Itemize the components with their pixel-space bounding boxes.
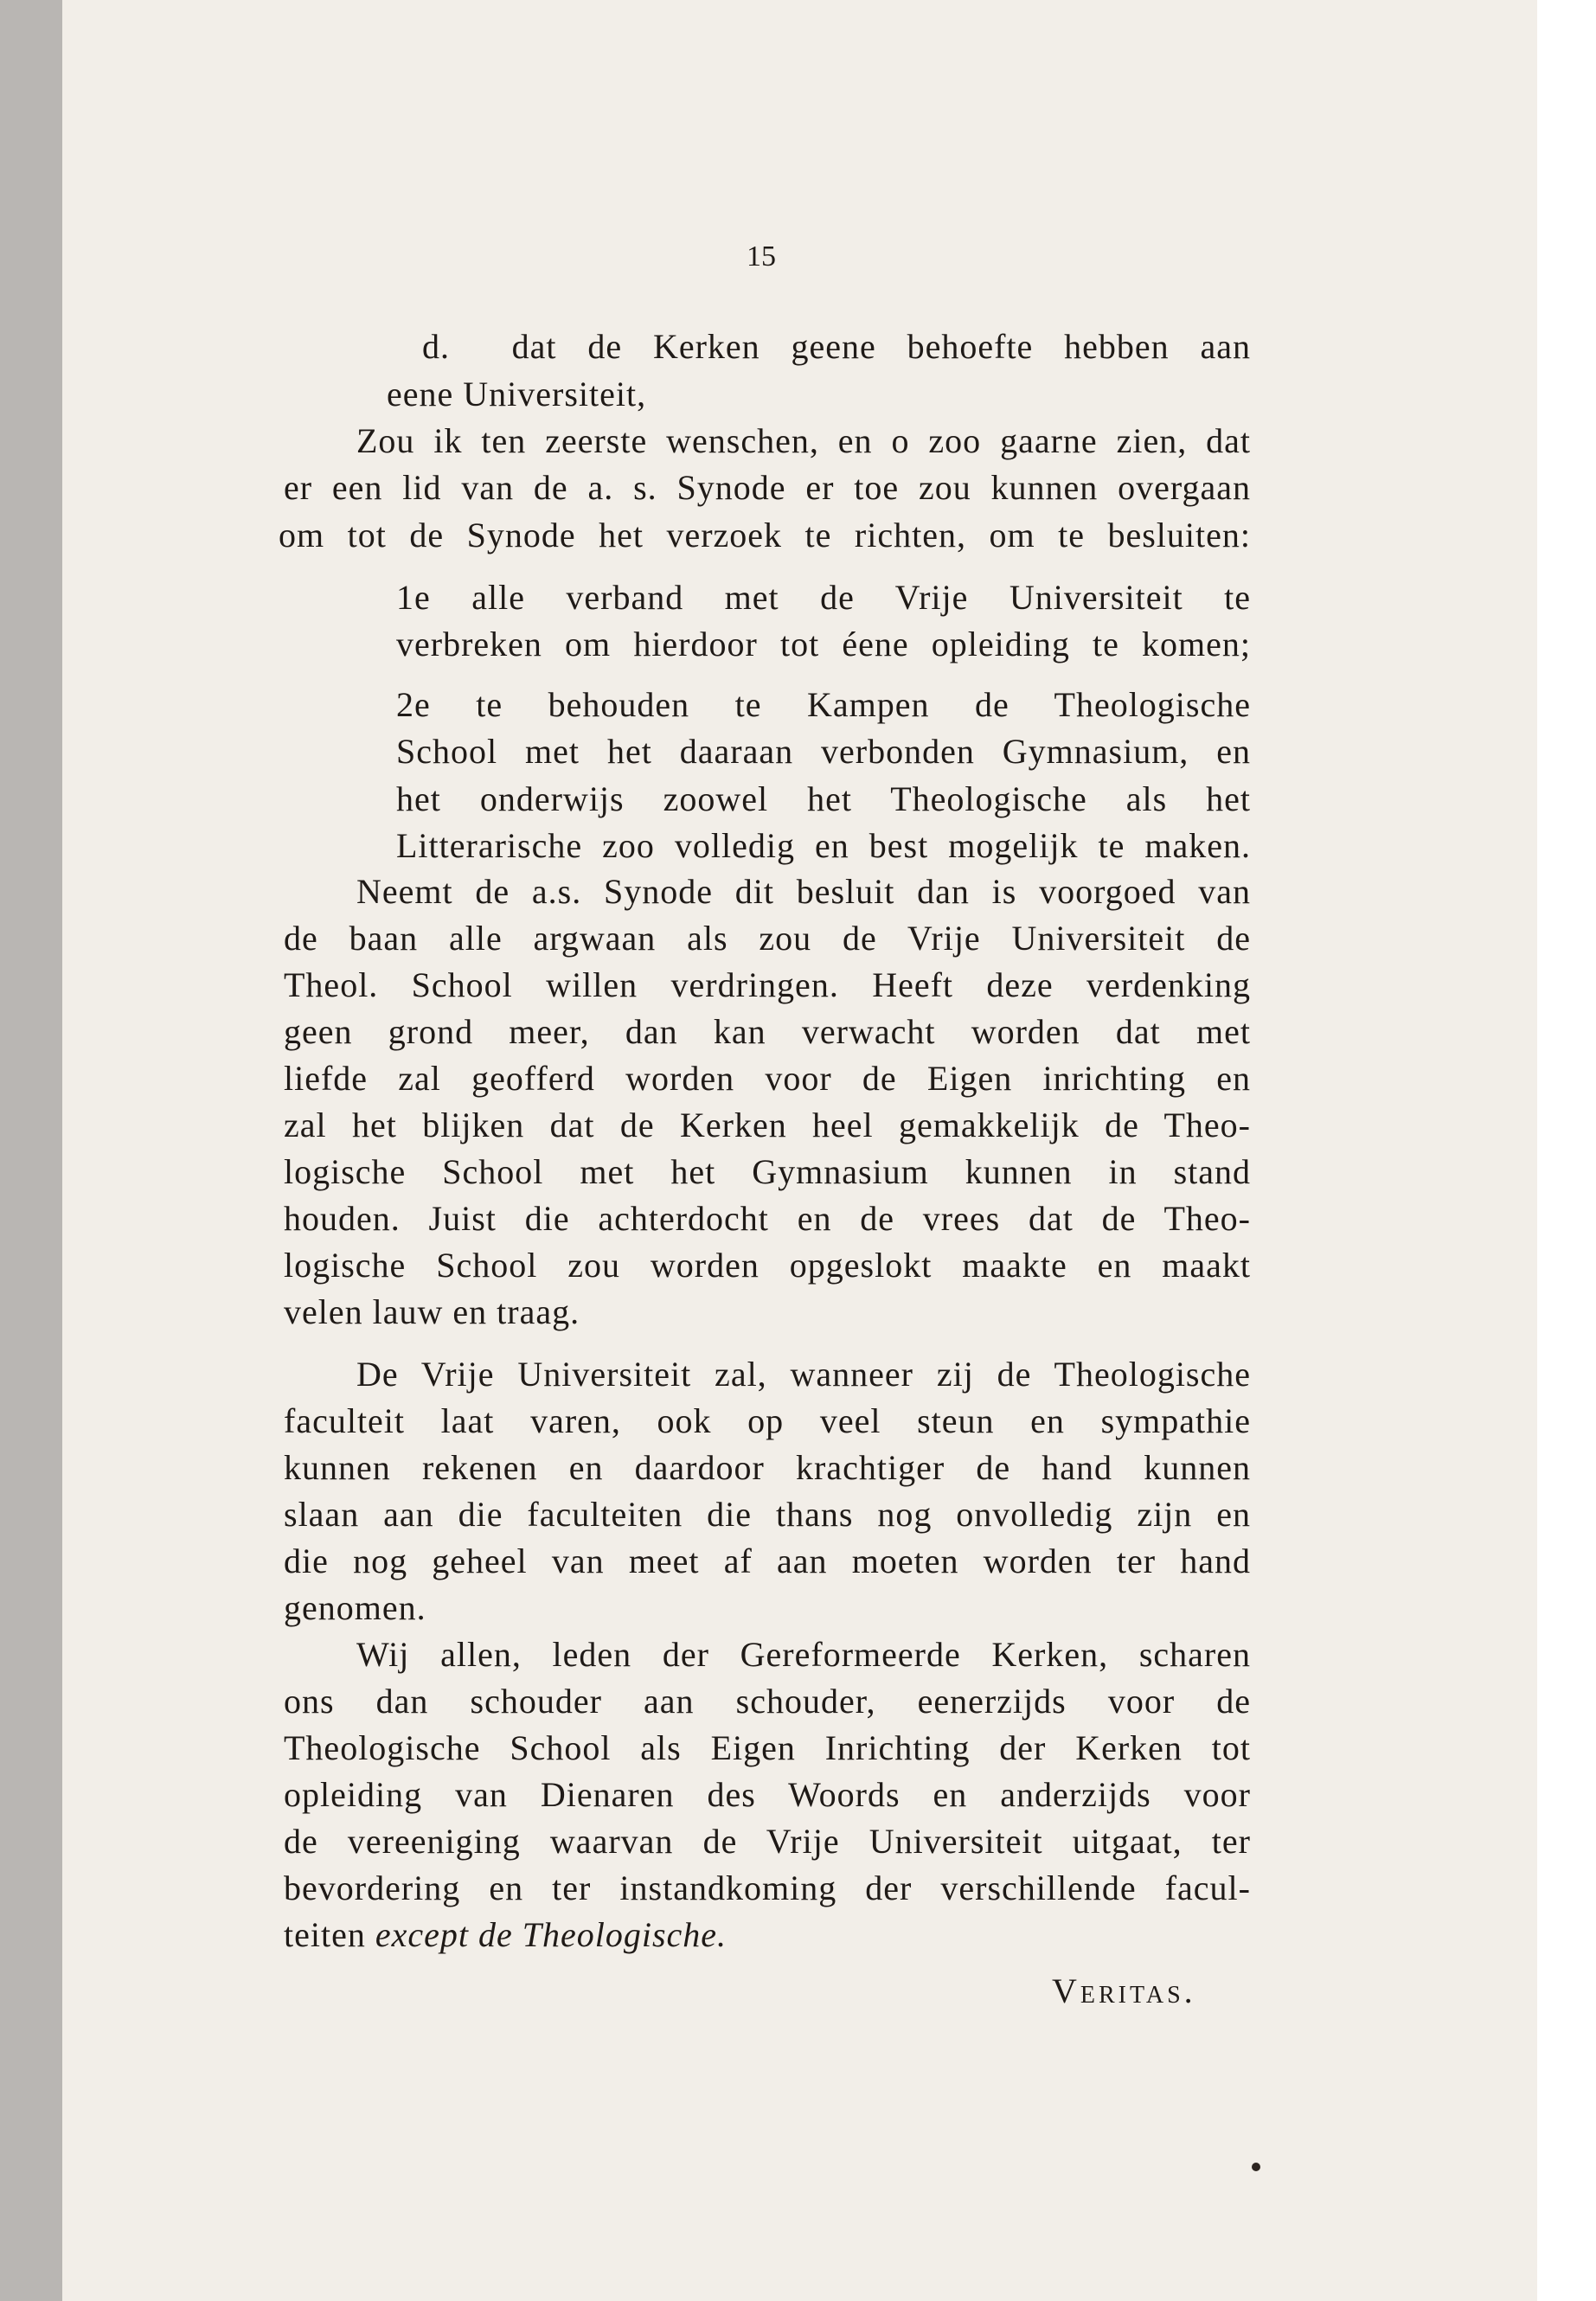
text-line-11: Litterarische zoo volledig en best mogelijk te maken. [396, 826, 1251, 865]
text-line-28: Wij allen, leden der Gereformeerde Kerken, scharen [356, 1635, 1251, 1674]
text-line-18: logische School met het Gymnasium kunnen in stand [284, 1152, 1251, 1191]
text-line-4: er een lid van de a. s. Synode er toe zou kunnen overgaan [284, 468, 1251, 507]
text-line-9: School met het daaraan verbonden Gymnasium, en [396, 732, 1251, 771]
text-line-1: d. dat de Kerken geene behoefte hebben aan [422, 327, 1251, 366]
text-line-32: de vereeniging waarvan de Vrije Universiteit uitgaat, ter [284, 1822, 1251, 1861]
text-line-6: 1e alle verband met de Vrije Universiteit te [396, 578, 1251, 617]
text-line-25: slaan aan die faculteiten die thans nog onvolledig zijn en [284, 1495, 1251, 1534]
text-line-7: verbreken om hierdoor tot éene opleiding te komen; [396, 625, 1251, 663]
page-number: 15 [747, 240, 776, 272]
text-line-31: opleiding van Dienaren des Woords en anderzijds voor [284, 1775, 1251, 1814]
text-line-14: Theol. School willen verdringen. Heeft deze verdenking [284, 965, 1251, 1004]
text-line-20: logische School zou worden opgeslokt maakte en maakt [284, 1246, 1251, 1285]
text-line-22: De Vrije Universiteit zal, wanneer zij de Theologische [356, 1355, 1251, 1394]
text-line-2: eene Universiteit, [387, 375, 647, 413]
scan-left-margin [0, 0, 62, 2301]
text-line-23: faculteit laat varen, ook op veel steun en sympathie [284, 1401, 1251, 1440]
text-line-30: Theologische School als Eigen Inrichting der Kerken tot [284, 1728, 1251, 1767]
text-line-17: zal het blijken dat de Kerken heel gemakkelijk de Theo- [284, 1106, 1251, 1144]
text-line-8: 2e te behouden te Kampen de Theologische [396, 685, 1251, 724]
text-line-12: Neemt de a.s. Synode dit besluit dan is voorgoed van [356, 872, 1251, 911]
signature: Veritas. [1052, 1971, 1196, 2010]
text-line-34 [284, 1912, 727, 1958]
text-line-26: die nog geheel van meet af aan moeten worden ter hand [284, 1541, 1251, 1580]
ink-dot [1252, 2163, 1260, 2171]
text-line-5: om tot de Synode het verzoek te richten, om te besluiten: [279, 516, 1251, 554]
text-line-27: genomen. [284, 1588, 426, 1627]
scan-right-margin [1537, 0, 1596, 2301]
text-line-3: Zou ik ten zeerste wenschen, en o zoo gaarne zien, dat [356, 421, 1251, 460]
text-line-21: velen lauw en traag. [284, 1292, 580, 1331]
text-line-19: houden. Juist die achterdocht en de vrees dat de Theo- [284, 1199, 1251, 1238]
text-line-34-start: teiten [284, 1915, 366, 1954]
italic-closing: except de Theologische. [375, 1915, 727, 1954]
text-line-24: kunnen rekenen en daardoor krachtiger de hand kunnen [284, 1448, 1251, 1487]
text-line-13: de baan alle argwaan als zou de Vrije Universiteit de [284, 919, 1251, 958]
text-line-15: geen grond meer, dan kan verwacht worden dat met [284, 1012, 1251, 1051]
text-line-10: het onderwijs zoowel het Theologische als het [396, 779, 1251, 818]
text-line-29: ons dan schouder aan schouder, eenerzijds voor de [284, 1682, 1251, 1721]
text-line-33: bevordering en ter instandkoming der verschillende facul- [284, 1868, 1251, 1907]
text-line-16: liefde zal geofferd worden voor de Eigen inrichting en [284, 1059, 1251, 1098]
